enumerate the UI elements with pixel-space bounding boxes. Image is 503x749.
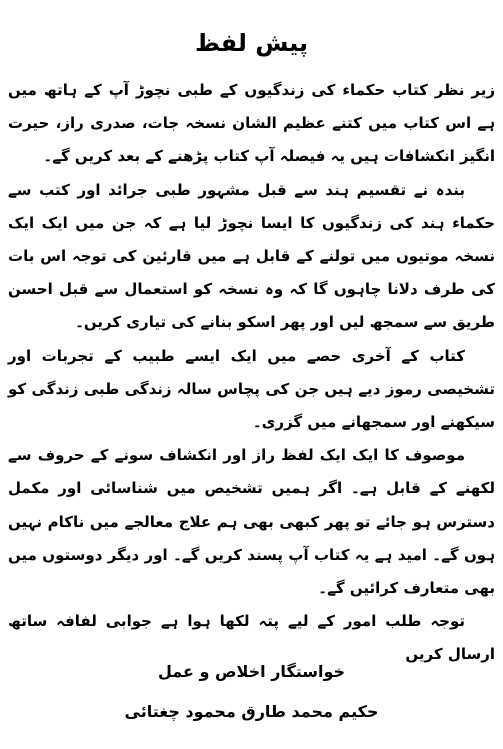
- paragraph-final-section: کتاب کے آخری حصے میں ایک ایسے طبیب کے تجربات اور تشخیصی رموز دیے ہیں جن کی پچاس سالہ زندگی طبی زندگی کو سیکھنے اور سمجھانے میں گزری۔: [8, 346, 495, 432]
- paragraph-contact: توجہ طلب امور کے لیے پتہ لکھا ہوا ہے جوابی لفافہ ساتھ ارسال کریں: [8, 612, 495, 664]
- preface-body: [8, 74, 495, 672]
- paragraph-sources: بندہ نے تقسیم ہند سے قبل مشہور طبی جرائد اور کتب سے حکماء ہند کی زندگیوں کا ایسا نچوڑ لیا ہے کہ جن میں ایک ایک نسخہ موتیوں میں تولنے کے قابل ہے میں قارئین کی توجہ اس بات کی طرف دلانا چاہوں گا کہ وہ نسخہ کو استعمال سے قبل احسن طریق سے سمجھ لیں اور پھر اسکو بنانے کی تیاری کریں۔: [8, 180, 495, 332]
- signature-closing: خواستگار اخلاص و عمل: [157, 662, 346, 681]
- paragraph-intro: زیر نظر کتاب حکماء کی زندگیوں کے طبی نچوڑ آپ کے ہاتھ میں ہے اس کتاب میں کتنے عظیم الشان نسخہ جات، صدری راز، حیرت انگیز انکشافات ہیں یہ فیصلہ آپ کتاب پڑھنے کے بعد کریں گے۔: [8, 81, 495, 166]
- signature-name: حکیم محمد طارق محمود چغتائی: [124, 702, 379, 721]
- paragraph-author-praise: موصوف کا ایک ایک لفظ راز اور انکشاف سونے کے حروف سے لکھنے کے قابل ہے۔ اگر ہمیں تشخیص میں شناسائی اور مکمل دسترس ہو جائے تو پھر کبھی بھی ہم علاج معالجے میں ناکام نہیں ہوں گے۔ امید ہے یہ کتاب آپ پسند کریں گے۔ اور دیگر دوستوں میں بھی متعارف کرائیں گے۔: [8, 446, 495, 598]
- page-title: پیش لفظ: [194, 29, 309, 57]
- signature-block: [10, 652, 493, 732]
